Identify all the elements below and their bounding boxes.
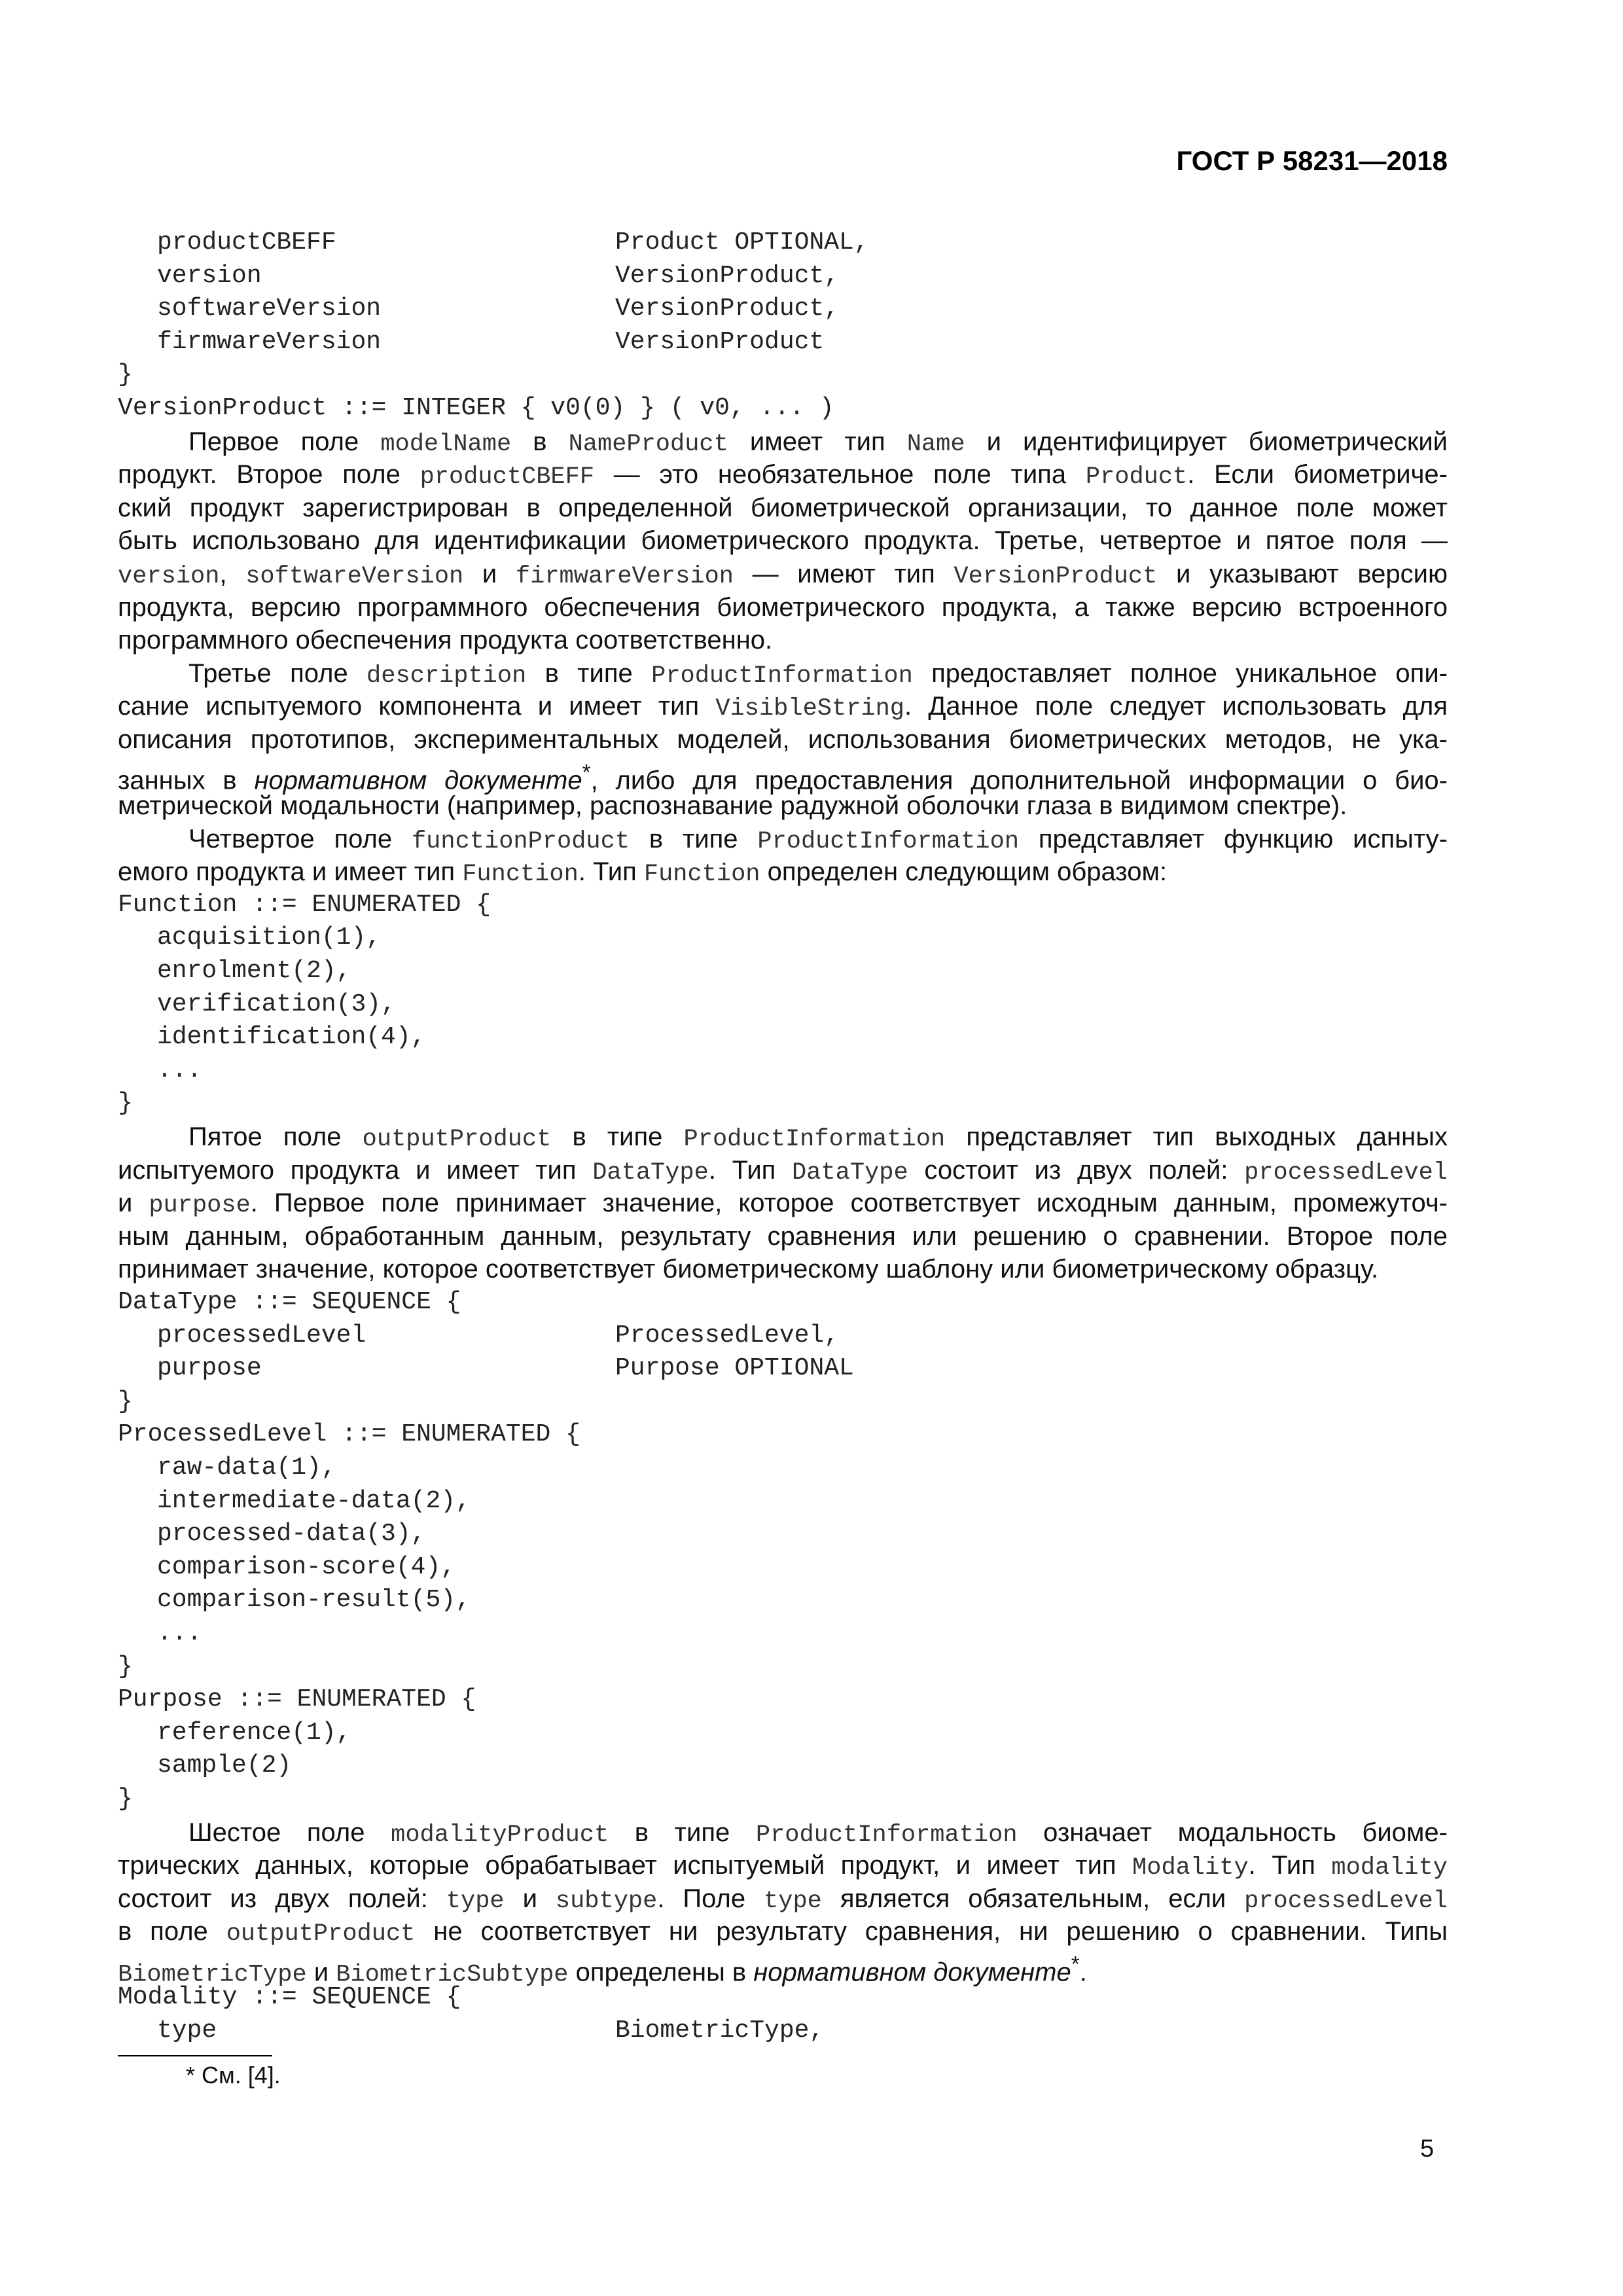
paragraph-line: метрической модальности (например, распознавание радужной оболочки глаза в видимом спектре). xyxy=(118,791,1347,821)
paragraph-line: в поле outputProduct не соответствует ни результату сравнения, ни решению о сравнении. Типы xyxy=(118,1917,1448,1948)
standard-code: ГОСТ Р 58231—2018 xyxy=(1176,145,1448,176)
code-line: firmwareVersion VersionProduct xyxy=(157,327,825,356)
paragraph-line: трических данных, которые обрабатывает испытуемый продукт, и имеет тип Modality. Тип modality xyxy=(118,1851,1448,1882)
code-line: } xyxy=(118,1784,133,1813)
code-line: acquisition(1), xyxy=(157,924,382,952)
code-line: ProcessedLevel ::= ENUMERATED { xyxy=(118,1420,580,1449)
code-line: intermediate-data(2), xyxy=(157,1486,471,1515)
code-line: } xyxy=(118,361,133,389)
code-line: processedLevel ProcessedLevel, xyxy=(157,1321,840,1350)
footnote-marker: * xyxy=(582,760,591,785)
paragraph-line: Пятое поле outputProduct в типе ProductInformation представляет тип выходных данных xyxy=(188,1122,1448,1154)
code-line: } xyxy=(118,1089,133,1118)
paragraph-line: ский продукт зарегистрирован в определенной биометрической организации, то данное поле может xyxy=(118,493,1448,522)
paragraph-line: ным данным, обработанным данным, результату сравнения или решению о сравнении. Второе поле xyxy=(118,1221,1448,1251)
code-line: } xyxy=(118,1652,133,1681)
paragraph-line: емого продукта и имеет тип Function. Тип Function определен следующим образом: xyxy=(118,857,1168,889)
paragraph-line: быть использовано для идентификации биометрического продукта. Третье, четвертое и пятое поля — xyxy=(118,526,1448,556)
code-line: ... xyxy=(157,1619,202,1647)
code-line: version VersionProduct, xyxy=(157,261,840,290)
code-line: DataType ::= SEQUENCE { xyxy=(118,1288,461,1316)
code-line: comparison-result(5), xyxy=(157,1586,471,1615)
code-line: } xyxy=(118,1387,133,1416)
code-line: Function ::= ENUMERATED { xyxy=(118,890,491,919)
paragraph-line: Шестое поле modalityProduct в типе ProductInformation означает модальность биоме- xyxy=(188,1818,1448,1849)
code-line: purpose Purpose OPTIONAL xyxy=(157,1354,854,1383)
paragraph-line: состоит из двух полей: type и subtype. Поле type является обязательным, если processedLevel xyxy=(118,1884,1448,1915)
code-line: verification(3), xyxy=(157,990,396,1018)
paragraph-line: сание испытуемого компонента и имеет тип VisibleString. Данное поле следует использовать для xyxy=(118,692,1448,723)
page-number: 5 xyxy=(1420,2135,1435,2162)
page-body xyxy=(118,226,1448,2048)
paragraph-line: Четвертое поле functionProduct в типе ProductInformation представляет функцию испыту- xyxy=(188,824,1448,855)
code-line: ... xyxy=(157,1056,202,1085)
footnote: * См. [4]. xyxy=(186,2062,281,2089)
paragraph-line: описания прототипов, экспериментальных моделей, использования биометрических методов, не ука- xyxy=(118,725,1448,754)
code-line: softwareVersion VersionProduct, xyxy=(157,295,840,323)
paragraph-line: Третье поле description в типе ProductInformation предоставляет полное уникальное опи- xyxy=(188,658,1448,690)
code-line: identification(4), xyxy=(157,1023,426,1052)
normative-document-ref: нормативном документе xyxy=(254,765,582,795)
paragraph-line: BiometricType и BiometricSubtype определены в нормативном документе*. xyxy=(118,1952,1087,1989)
paragraph-line: продукт. Второе поле productCBEFF — это необязательное поле типа Product. Если биометриче- xyxy=(118,460,1448,492)
paragraph-line: программного обеспечения продукта соответственно. xyxy=(118,626,773,655)
code-line: reference(1), xyxy=(157,1718,351,1747)
paragraph-line: и purpose. Первое поле принимает значение, которое соответствует исходным данным, промежуточ- xyxy=(118,1189,1448,1220)
code-line: VersionProduct ::= INTEGER { v0(0) } ( v0, ... ) xyxy=(118,393,834,422)
code-line: processed-data(3), xyxy=(157,1520,426,1549)
paragraph-line: занных в нормативном документе*, либо для предоставления дополнительной информации о био- xyxy=(118,760,1448,795)
paragraph-line: продукта, версию программного обеспечения биометрического продукта, а также версию встроенного xyxy=(118,592,1448,622)
paragraph-line: принимает значение, которое соответствует биометрическому шаблону или биометрическому образцу. xyxy=(118,1255,1379,1284)
paragraph-line: version, softwareVersion и firmwareVersion — имеют тип VersionProduct и указывают версию xyxy=(118,559,1448,590)
code-line: raw-data(1), xyxy=(157,1453,336,1482)
code-line: type BiometricType, xyxy=(157,2017,825,2045)
code-line: enrolment(2), xyxy=(157,957,351,986)
normative-document-ref: нормативном документе xyxy=(753,1958,1071,1987)
code-line: comparison-score(4), xyxy=(157,1552,456,1581)
code-line: sample(2) xyxy=(157,1751,292,1780)
footnote-divider xyxy=(118,2055,272,2056)
paragraph-line: Первое поле modelName в NameProduct имеет тип Name и идентифицирует биометрический xyxy=(188,427,1448,458)
footnote-marker: * xyxy=(1071,1952,1080,1977)
paragraph-line: испытуемого продукта и имеет тип DataType. Тип DataType состоит из двух полей: processedLevel xyxy=(118,1155,1448,1187)
code-line: productCBEFF Product OPTIONAL, xyxy=(157,228,869,257)
code-line: Purpose ::= ENUMERATED { xyxy=(118,1685,476,1714)
code-line: Modality ::= SEQUENCE { xyxy=(118,1983,461,2012)
